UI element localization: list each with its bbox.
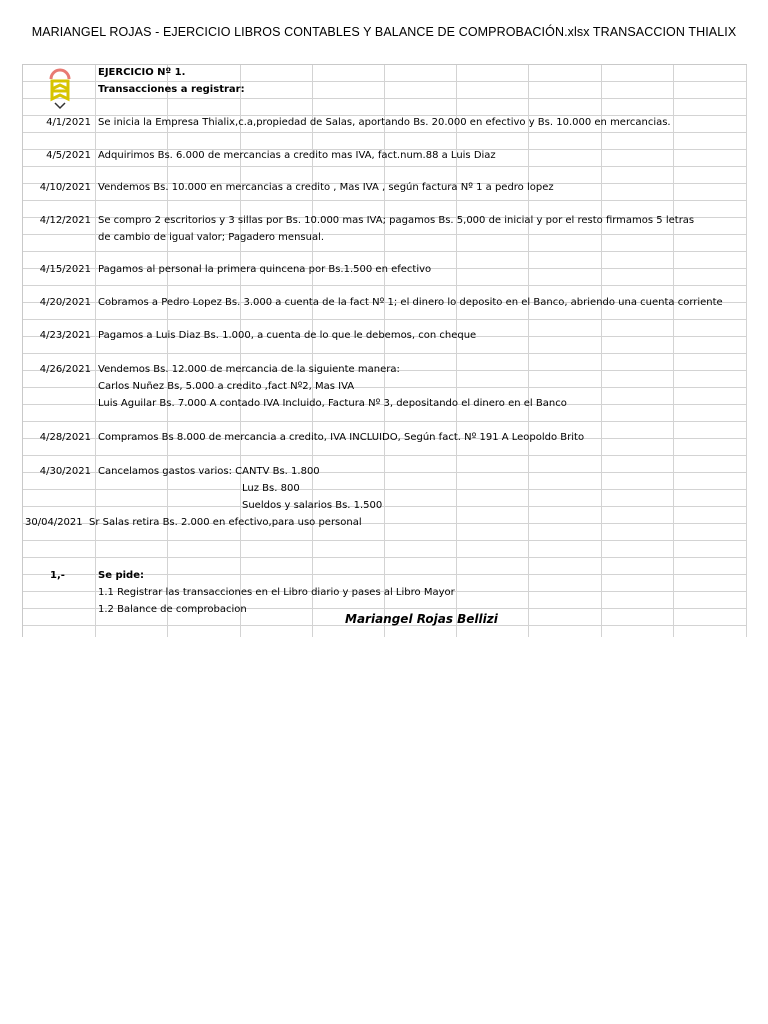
exercise-subheading: Transacciones a registrar: <box>98 84 245 95</box>
transaction-text: Compramos Bs 8.000 de mercancia a credito, IVA INCLUIDO, Según fact. Nº 191 A Leopoldo Brito <box>98 432 585 443</box>
requirement-item: 1.2 Balance de comprobacion <box>98 604 247 615</box>
company-logo-icon <box>47 67 73 111</box>
exercise-heading: EJERCICIO Nº 1. <box>98 67 186 78</box>
transaction-date: 4/20/2021 <box>39 297 91 308</box>
transaction-text-continued: de cambio de igual valor; Pagadero mensual. <box>98 232 325 243</box>
transaction-date: 4/5/2021 <box>46 150 91 161</box>
transaction-date: 4/28/2021 <box>39 432 91 443</box>
requirement-item: 1.1 Registrar las transacciones en el Libro diario y pases al Libro Mayor <box>98 587 455 598</box>
transaction-date: 4/26/2021 <box>39 364 91 375</box>
transaction-text: Cancelamos gastos varios: CANTV Bs. 1.800 <box>98 466 320 477</box>
transaction-text-continued: Sueldos y salarios Bs. 1.500 <box>242 500 383 511</box>
transaction-date: 4/1/2021 <box>46 117 91 128</box>
transaction-text: Vendemos Bs. 10.000 en mercancias a credito , Mas IVA , según factura Nº 1 a pedro lopez <box>98 182 554 193</box>
transaction-text: Vendemos Bs. 12.000 de mercancia de la siguiente manera: <box>98 364 400 375</box>
transaction-text-continued: Luz Bs. 800 <box>242 483 300 494</box>
transaction-text: Adquirimos Bs. 6.000 de mercancias a credito mas IVA, fact.num.88 a Luis Diaz <box>98 150 496 161</box>
transaction-date: 4/12/2021 <box>39 215 91 226</box>
transaction-text: Pagamos al personal la primera quincena por Bs.1.500 en efectivo <box>98 264 432 275</box>
transaction-text: Cobramos a Pedro Lopez Bs. 3.000 a cuenta de la fact Nº 1; el dinero lo deposito en el Banco, abriendo una cuenta corriente <box>98 297 723 308</box>
document-title: MARIANGEL ROJAS - EJERCICIO LIBROS CONTABLES Y BALANCE DE COMPROBACIÓN.xlsx TRANSACCION THIALIX <box>31 25 737 39</box>
transaction-date: 4/10/2021 <box>39 182 91 193</box>
requirements-number: 1,- <box>50 570 65 581</box>
spreadsheet-grid <box>22 64 747 637</box>
transaction-text: Se inicia la Empresa Thialix,c.a,propiedad de Salas, aportando Bs. 20.000 en efectivo y Bs. 10.000 en mercancias. <box>98 117 671 128</box>
author-signature: Mariangel Rojas Bellizi <box>345 612 498 626</box>
requirements-label: Se pide: <box>98 570 144 581</box>
transaction-text-continued: Luis Aguilar Bs. 7.000 A contado IVA Incluido, Factura Nº 3, depositando el dinero en el Banco <box>98 398 567 409</box>
transaction-text-continued: Carlos Nuñez Bs, 5.000 a credito ,fact Nº2, Mas IVA <box>98 381 355 392</box>
transaction-date: 4/23/2021 <box>39 330 91 341</box>
transaction-text: Pagamos a Luis Diaz Bs. 1.000, a cuenta de lo que le debemos, con cheque <box>98 330 477 341</box>
transaction-text: Se compro 2 escritorios y 3 sillas por Bs. 10.000 mas IVA; pagamos Bs. 5,000 de inicial y por el resto firmamos 5 letras <box>98 215 695 226</box>
transaction-date: 4/30/2021 <box>39 466 91 477</box>
transaction-date: 30/04/2021 <box>25 517 83 528</box>
transaction-text: Sr Salas retira Bs. 2.000 en efectivo,para uso personal <box>89 517 362 528</box>
transaction-date: 4/15/2021 <box>39 264 91 275</box>
